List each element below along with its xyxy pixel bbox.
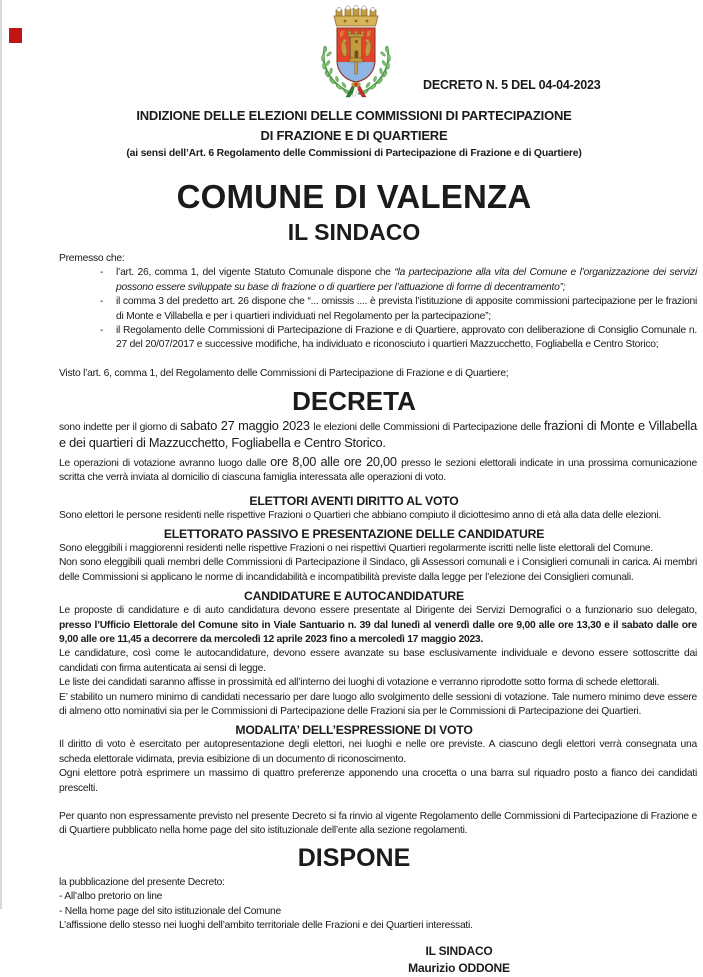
coat-of-arms-icon <box>310 4 402 104</box>
dispone-heading: DISPONE <box>297 843 411 872</box>
section-elettori-title: ELETTORI AVENTI DIRITTO AL VOTO <box>249 493 459 508</box>
section-elettori-p1: Sono elettori le persone residenti nelle rispettive Frazioni o Quartieri che abbiano compiuto il diciottesimo anno di età alla data delle elezioni. <box>59 509 662 521</box>
document-title-line2: DI FRAZIONE E DI QUARTIERE <box>260 128 448 143</box>
section-modalita-p1: Il diritto di voto è esercitato per autopresentazione degli elettori, nei luoghi e nelle ore previste. A ciascuno degli elettori verrà consegnata una scheda elettorale vidimata, previa esibizione di un documento di riconoscimento. <box>59 739 697 765</box>
candidature-p1-seg-a: Le proposte di candidature e di auto candidatura devono essere presentate al Dirigente dei Servizi Demografici o a funzionario suo delegato, <box>59 605 697 617</box>
signature-name: Maurizio ODDONE <box>408 961 510 976</box>
signature-block <box>349 943 569 977</box>
decreta-p1-seg-d: frazioni di Monte e Villabella e dei quartieri di Mazzucchetto, Fogliabella e Centro Storico. <box>59 418 697 451</box>
decreta-p1-seg-c: le elezioni delle Commissioni di Partecipazione delle <box>313 422 544 434</box>
visto-paragraph: Visto l’art. 6, comma 1, del Regolamento delle Commissioni di Partecipazione di Frazione e di Quartiere; <box>59 367 509 379</box>
bullet-dash: - <box>100 267 104 279</box>
premesso-item-3 <box>59 324 697 353</box>
decreta-p1-seg-b: sabato 27 maggio 2023 <box>180 418 314 434</box>
decreta-p1-seg-a: sono indette per il giorno di <box>59 422 181 434</box>
signature-role: IL SINDACO <box>425 944 493 959</box>
document-header <box>2 0 703 106</box>
shield-icon <box>335 28 377 84</box>
section-elettorato-title: ELETTORATO PASSIVO E PRESENTAZIONE DELLE CANDIDATURE <box>163 526 545 541</box>
bullet-dash: - <box>100 325 104 337</box>
document-body <box>2 106 703 977</box>
tricolor-ribbon-icon <box>346 82 366 97</box>
premesso-item-2-text: il comma 3 del predetto art. 26 dispone che “... omissis .... è prevista l’istituzione di apposite commissioni partecipazione per le frazioni di Monte e Villabella e per i quartieri individuati nel Regolamento per la partecipazione”; <box>116 296 697 322</box>
dispone-item-1: - All’albo pretorio on line <box>59 891 163 903</box>
decreta-p2-seg-b: ore 8,00 alle ore 20,00 <box>270 454 402 470</box>
candidature-p1-seg-b: presso l’Ufficio Elettorale del Comune sito in Viale Santuario n. 39 dal lunedì al venerdì dalle ore 9,00 alle ore 13,30 e il sabato dalle ore 9,00 alle ore 11,45 a decorrere da mercoledì 12 aprile 2023 fino a mercoledì 17 maggio 2023. <box>59 619 697 645</box>
section-candidature-p2: Le candidature, così come le autocandidature, devono essere avanzate su base esclusivamente individuale e devono essere sottoscritte dai candidati con firma autenticata ai sensi di legge. <box>59 648 697 674</box>
section-modalita-title: MODALITA’ DELL’ESPRESSIONE DI VOTO <box>235 723 473 738</box>
issuer-title: IL SINDACO <box>287 219 421 245</box>
premesso-label: Premesso che: <box>59 253 125 264</box>
dispone-item-2: - Nella home page del sito istituzionale del Comune <box>59 905 281 917</box>
section-candidature-p4: E’ stabilito un numero minimo di candidati necessario per dare luogo allo svolgimento delle sessioni di votazione. Tale numero minimo deve essere di almeno otto nominativi sia per le Commissioni di Partecipazione delle Frazioni sia per le Commissioni di Partecipazione dei Quartieri. <box>59 691 697 717</box>
section-elettorato-p2: Non sono eleggibili quali membri delle Commissioni di Partecipazione il Sindaco, gli Assessori comunali e i Consiglieri comunali in carica. Ai membri delle Commissioni si applicano le norme di incandidabilità e incompatibilità previste dalla legge per l’elezione dei Consiglieri comunali. <box>59 557 697 583</box>
premesso-item-3-text: il Regolamento delle Commissioni di Partecipazione di Frazione e di Quartiere, approvato con deliberazione di Consiglio Comunale n. 27 del 20/07/2017 e successive modifiche, ha individuato e riconosciuto i quartieri Mazzucchetto, Fogliabella e Centro Storico; <box>116 325 697 351</box>
document-subtitle: (ai sensi dell’Art. 6 Regolamento delle Commissioni di Partecipazione di Frazione e di Quartiere) <box>126 148 582 159</box>
decreta-heading: DECRETA <box>292 386 416 417</box>
document-title-line1: INDIZIONE DELLE ELEZIONI DELLE COMMISSIONI DI PARTECIPAZIONE <box>136 108 572 123</box>
section-modalita-p3: Per quanto non espressamente previsto nel presente Decreto si fa rinvio al vigente Regolamento delle Commissioni di Partecipazione di Frazione e di Quartiere pubblicato nella home page del sito istituzionale dell’ente alla sezione regolamenti. <box>59 811 697 837</box>
section-candidature-p1 <box>59 604 697 647</box>
section-candidature-p3: Le liste dei candidati saranno affisse in prossimità ed all’interno dei luoghi di votazione e verranno riprodotte sotto forma di schede elettorali. <box>59 677 660 689</box>
premesso-item-1-quote: “la partecipazione alla vita del Comune e l’organizzazione dei servizi possono essere sviluppate su base di frazione o di quartiere per l’attuazione di forme di decentramento”; <box>116 267 697 293</box>
section-modalita-p2: Ogni elettore potrà esprimere un massimo di quattro preferenze apponendo una crocetta o una barra sul riquadro posto a fianco dei candidati prescelti. <box>59 768 697 794</box>
section-candidature-title: CANDIDATURE E AUTOCANDIDATURE <box>244 589 464 604</box>
decreta-p2-seg-c: presso le sezioni elettorali indicate in una prossima comunicazione scritta che verrà inviata al domicilio di ciascuna famiglia interessata alle operazioni di voto. <box>59 458 697 483</box>
premesso-item-1 <box>59 266 697 295</box>
crown-icon <box>334 5 378 26</box>
dispone-intro: la pubblicazione del presente Decreto: <box>59 876 225 888</box>
decreta-p2-seg-a: Le operazioni di votazione avranno luogo dalle <box>59 458 271 470</box>
premesso-item-1-text: l’art. 26, comma 1, del vigente Statuto Comunale dispone che <box>116 267 395 279</box>
section-elettorato-p1: Sono eleggibili i maggiorenni residenti nelle rispettive Frazioni o nei rispettivi Quartieri regolarmente iscritti nelle liste elettorali del Comune. <box>59 542 654 554</box>
dispone-outro: L’affissione dello stesso nei luoghi dell’ambito territoriale delle Frazioni e dei Quartieri interessati. <box>59 920 473 932</box>
bullet-dash: - <box>100 296 104 308</box>
decreta-paragraph-2 <box>59 454 697 484</box>
municipality-title: COMUNE DI VALENZA <box>176 178 532 215</box>
decreta-paragraph-1 <box>59 418 697 452</box>
premesso-item-2 <box>59 295 697 324</box>
decree-reference: DECRETO N. 5 DEL 04-04-2023 <box>423 78 601 92</box>
